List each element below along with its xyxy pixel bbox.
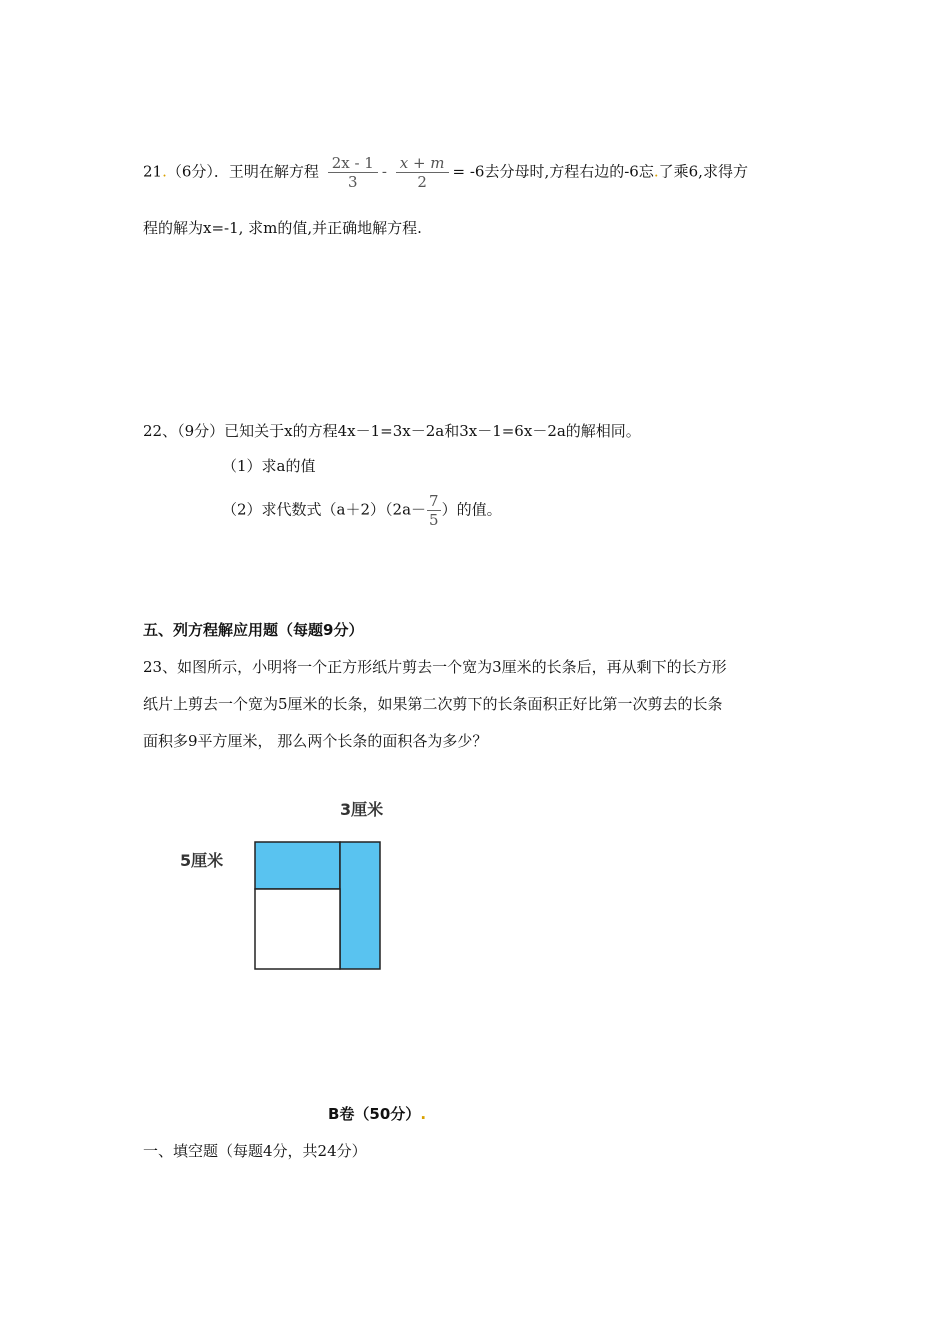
q21-fraction-2-numerator: x + m: [396, 154, 449, 173]
q21-fraction-1-denominator: 3: [348, 173, 358, 191]
q21-number: 21: [143, 162, 163, 181]
q21-mark: .: [162, 162, 167, 181]
strip-right: [340, 842, 380, 969]
q22-fraction-numerator: 7: [429, 492, 439, 510]
q21-fraction-2: [396, 154, 449, 191]
q22-fraction: [427, 492, 441, 529]
q23-line1: 23、如图所示，小明将一个正方形纸片剪去一个宽为3厘米的长条后，再从剩下的长方形: [143, 658, 727, 676]
q21-fraction-1: [328, 154, 378, 191]
q21-fraction-2-denominator: 2: [417, 173, 427, 191]
q21-equation-rest: = -6去分母时,方程右边的-6忘: [452, 162, 654, 181]
strip-top: [255, 842, 340, 889]
q21-mark-2: .: [653, 162, 659, 181]
section5-heading: 五、列方程解应用题（每题9分）: [143, 621, 364, 639]
q22-sub2: [222, 492, 502, 529]
figure-label-top: 3厘米: [340, 800, 384, 819]
part-b-title-dot: .: [420, 1105, 427, 1123]
q22-sub1: （1）求a的值: [222, 457, 316, 475]
q23-line3: 面积多9平方厘米， 那么两个长条的面积各为多少？: [143, 732, 488, 750]
square-paper-figure: [250, 838, 386, 974]
part-b-title: [328, 1104, 426, 1124]
q21-intro: （6分）．王明在解方程: [166, 162, 319, 181]
q21-equation-tail: 了乘6,求得方: [658, 162, 748, 181]
q22-fraction-denominator: 5: [429, 511, 439, 529]
q21-minus: -: [381, 162, 387, 181]
q23-line2: 纸片上剪去一个宽为5厘米的长条，如果第二次剪下的长条面积正好比第一次剪去的长条: [143, 695, 723, 713]
q21-fraction-1-numerator: 2x - 1: [328, 154, 378, 173]
part-b-title-text: B卷（50分）: [328, 1105, 421, 1123]
q22-sub2-after: ）的值。: [441, 500, 502, 519]
q22-line1: 22、（9分）已知关于x的方程4x－1=3x－2a和3x－1=6x－2a的解相同。: [143, 422, 641, 440]
fill-section-heading: 一、填空题（每题4分，共24分）: [143, 1142, 367, 1160]
q21-line2: 程的解为x=-1, 求m的值,并正确地解方程.: [143, 219, 422, 237]
q22-sub2-before: （2）求代数式（a＋2）（2a－: [222, 500, 427, 519]
remaining-square: [255, 889, 340, 969]
figure-label-left: 5厘米: [180, 851, 224, 870]
q21-line1: [143, 154, 748, 191]
